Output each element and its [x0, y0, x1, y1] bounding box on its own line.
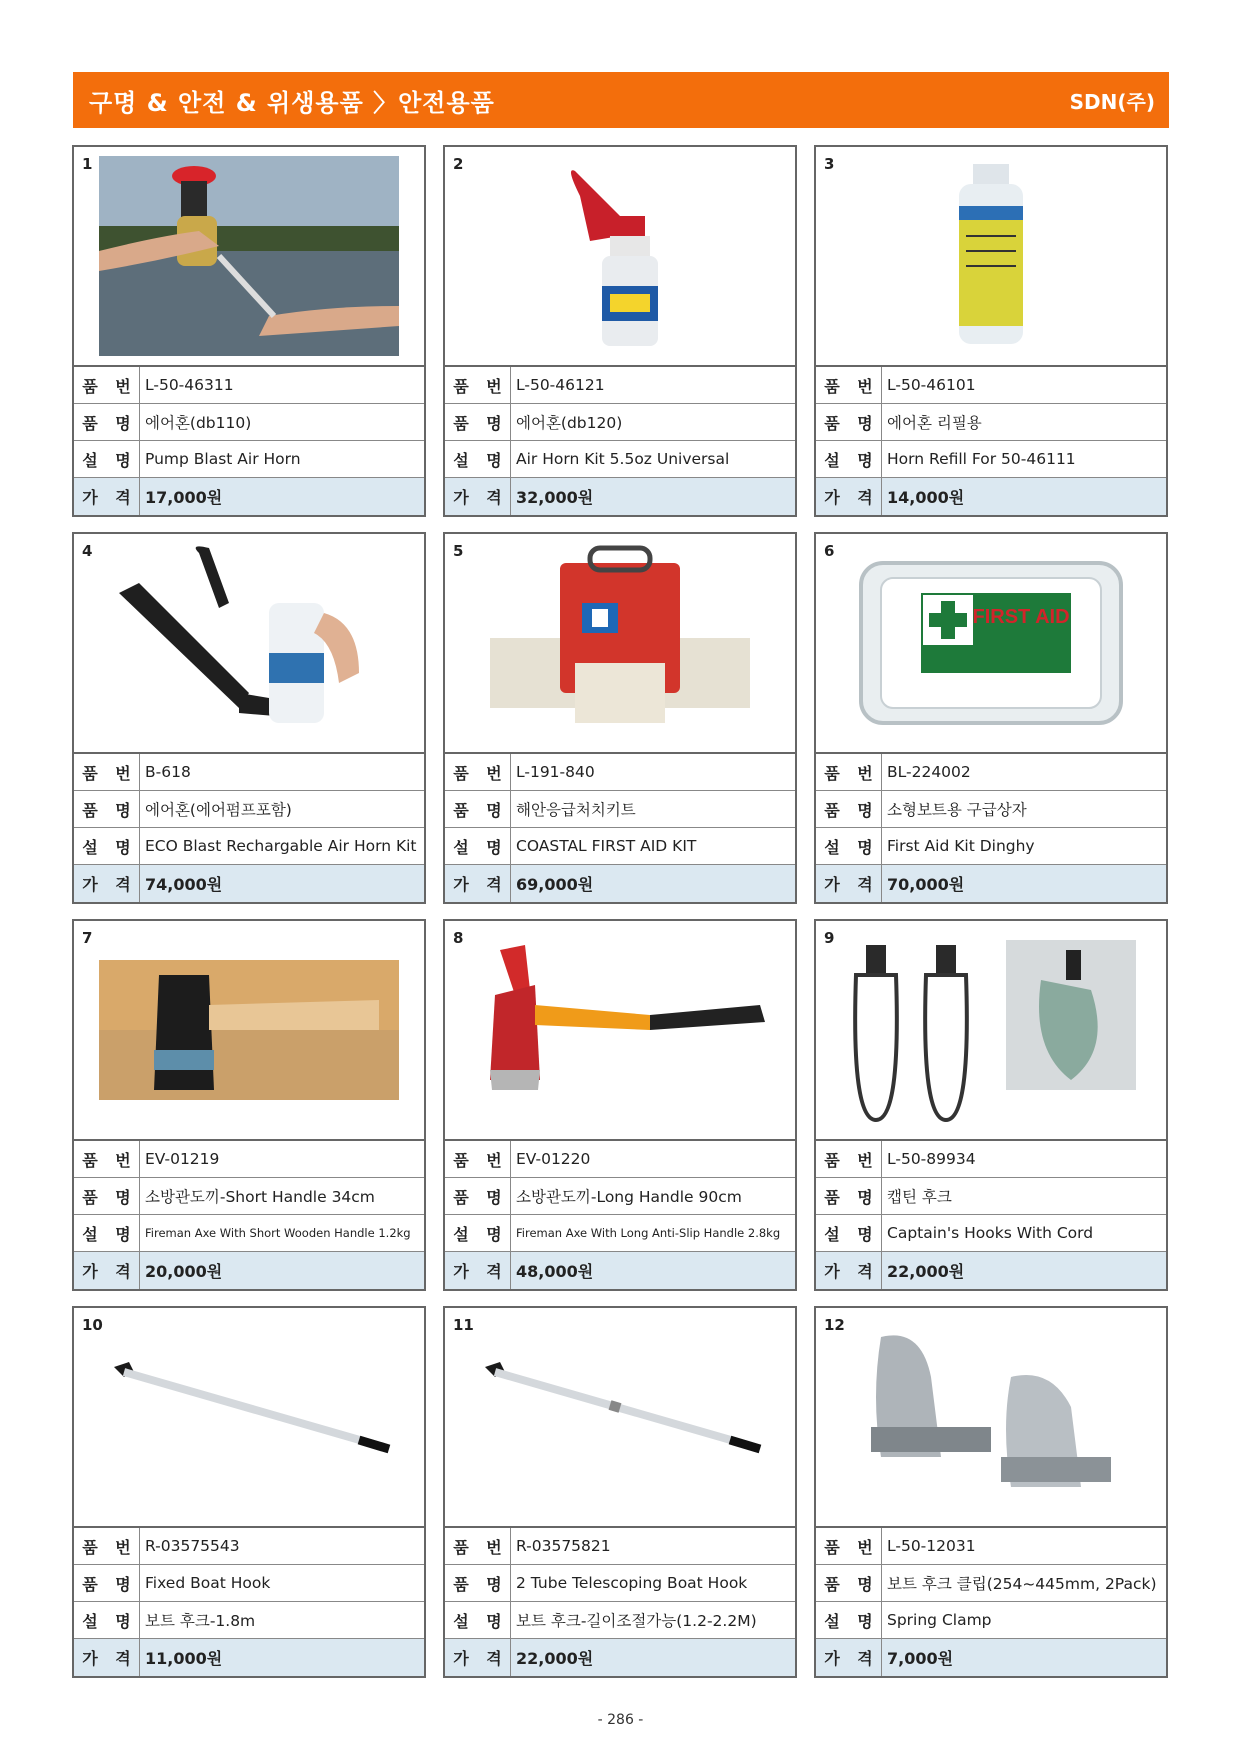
product-name-value: 보트 후크 클립(254~445mm, 2Pack): [887, 1575, 1157, 1593]
price-label: 가 격: [445, 1252, 511, 1289]
part-number-label: 품 번: [74, 367, 140, 403]
price-value: 20,000원: [145, 1262, 223, 1281]
product-image-area: [74, 147, 424, 367]
product-image-area: [74, 534, 424, 754]
product-number: 9: [824, 929, 835, 947]
air-horn-kit-photo[interactable]: [470, 156, 770, 356]
description-row: [74, 441, 424, 478]
product-name-row: [445, 1565, 795, 1602]
horn-refill-can-photo[interactable]: [841, 156, 1141, 356]
product-name-row: [74, 1565, 424, 1602]
product-name-row: [816, 1178, 1166, 1215]
product-card[interactable]: [72, 1306, 426, 1678]
product-name-value: 에어혼(db110): [145, 414, 252, 432]
price-row: [445, 865, 795, 902]
price-row: [74, 1252, 424, 1289]
description-row: [74, 828, 424, 865]
product-card[interactable]: [72, 532, 426, 904]
product-card[interactable]: [814, 1306, 1168, 1678]
product-name-label: 품 명: [816, 791, 882, 827]
product-name-label: 품 명: [816, 404, 882, 440]
product-number: 1: [82, 155, 93, 173]
product-name-label: 품 명: [74, 404, 140, 440]
product-card[interactable]: [72, 145, 426, 517]
product-image-area: [445, 1308, 795, 1528]
fixed-boat-hook-photo[interactable]: [99, 1317, 399, 1517]
description-label: 설 명: [816, 1602, 882, 1638]
product-grid: [72, 145, 1168, 1678]
part-number-row: [816, 754, 1166, 791]
part-number-label: 품 번: [816, 367, 882, 403]
description-value: Captain's Hooks With Cord: [887, 1224, 1094, 1242]
page-header: [73, 72, 1169, 128]
part-number-label: 품 번: [816, 754, 882, 790]
product-card[interactable]: [814, 145, 1168, 517]
product-number: 10: [82, 1316, 103, 1334]
price-label: 가 격: [816, 865, 882, 902]
description-label: 설 명: [816, 1215, 882, 1251]
description-row: [445, 1602, 795, 1639]
description-row: [816, 1602, 1166, 1639]
description-value: 보트 후크-1.8m: [145, 1612, 256, 1630]
product-name-value: 에어혼(db120): [516, 414, 623, 432]
part-number-label: 품 번: [816, 1141, 882, 1177]
coastal-first-aid-bag-photo[interactable]: [470, 543, 770, 743]
description-value: First Aid Kit Dinghy: [887, 837, 1035, 855]
product-number: 5: [453, 542, 464, 560]
product-image-area: [445, 921, 795, 1141]
product-name-label: 품 명: [74, 1565, 140, 1601]
part-number-value: EV-01220: [516, 1150, 591, 1168]
description-label: 설 명: [74, 828, 140, 864]
product-name-value: 에어혼(에어펌프포함): [145, 801, 292, 819]
price-value: 17,000원: [145, 488, 223, 507]
price-label: 가 격: [74, 1252, 140, 1289]
description-row: [445, 441, 795, 478]
product-number: 2: [453, 155, 464, 173]
description-label: 설 명: [816, 441, 882, 477]
part-number-value: EV-01219: [145, 1150, 220, 1168]
product-image-area: [816, 534, 1166, 754]
price-row: [816, 865, 1166, 902]
price-row: [445, 478, 795, 515]
product-number: 3: [824, 155, 835, 173]
product-name-label: 품 명: [445, 404, 511, 440]
product-card[interactable]: [443, 1306, 797, 1678]
product-number: 12: [824, 1316, 845, 1334]
price-label: 가 격: [74, 865, 140, 902]
price-row: [74, 1639, 424, 1676]
price-value: 32,000원: [516, 488, 594, 507]
part-number-value: B-618: [145, 763, 191, 781]
part-number-value: L-50-12031: [887, 1537, 976, 1555]
part-number-row: [445, 1141, 795, 1178]
price-value: 69,000원: [516, 875, 594, 894]
part-number-value: L-50-89934: [887, 1150, 976, 1168]
product-image-area: [816, 1308, 1166, 1528]
brand-name: SDN(주): [1069, 89, 1155, 114]
product-name-value: Fixed Boat Hook: [145, 1574, 271, 1592]
part-number-row: [816, 1528, 1166, 1565]
description-row: [74, 1215, 424, 1252]
price-value: 11,000원: [145, 1649, 223, 1668]
part-number-value: R-03575821: [516, 1537, 611, 1555]
price-row: [445, 1252, 795, 1289]
product-number: 4: [82, 542, 93, 560]
price-value: 7,000원: [887, 1649, 954, 1668]
description-value: Fireman Axe With Short Wooden Handle 1.2kg: [145, 1226, 411, 1240]
part-number-row: [74, 1141, 424, 1178]
part-number-row: [816, 367, 1166, 404]
price-label: 가 격: [445, 1639, 511, 1676]
description-label: 설 명: [816, 828, 882, 864]
price-value: 22,000원: [887, 1262, 965, 1281]
part-number-row: [74, 1528, 424, 1565]
description-value: Horn Refill For 50-46111: [887, 450, 1076, 468]
product-number: 11: [453, 1316, 474, 1334]
description-label: 설 명: [74, 441, 140, 477]
description-label: 설 명: [445, 441, 511, 477]
part-number-label: 품 번: [445, 1528, 511, 1564]
product-number: 6: [824, 542, 835, 560]
price-label: 가 격: [74, 478, 140, 515]
product-card[interactable]: [814, 532, 1168, 904]
description-row: [816, 441, 1166, 478]
price-value: 74,000원: [145, 875, 223, 894]
product-name-row: [445, 404, 795, 441]
product-name-label: 품 명: [445, 1565, 511, 1601]
product-name-row: [74, 1178, 424, 1215]
price-row: [445, 1639, 795, 1676]
product-name-value: 해안응급처치키트: [516, 801, 636, 819]
description-value: 보트 후크-길이조절가능(1.2-2.2M): [516, 1612, 757, 1630]
part-number-row: [816, 1141, 1166, 1178]
product-card[interactable]: [814, 919, 1168, 1291]
product-name-label: 품 명: [816, 1178, 882, 1214]
part-number-value: L-50-46121: [516, 376, 605, 394]
price-label: 가 격: [445, 865, 511, 902]
product-card[interactable]: [443, 919, 797, 1291]
price-label: 가 격: [445, 478, 511, 515]
product-number: 8: [453, 929, 464, 947]
part-number-value: R-03575543: [145, 1537, 240, 1555]
product-image-area: [445, 534, 795, 754]
description-label: 설 명: [445, 1602, 511, 1638]
description-value: Spring Clamp: [887, 1611, 992, 1629]
product-image-area: [445, 147, 795, 367]
price-value: 70,000원: [887, 875, 965, 894]
product-image-area: [816, 147, 1166, 367]
part-number-value: L-50-46311: [145, 376, 234, 394]
part-number-label: 품 번: [74, 754, 140, 790]
page-number: - 286 -: [597, 1712, 644, 1728]
description-row: [445, 828, 795, 865]
part-number-row: [445, 754, 795, 791]
price-value: 22,000원: [516, 1649, 594, 1668]
product-name-label: 품 명: [74, 791, 140, 827]
category-title: 구명 & 안전 & 위생용품 〉안전용품: [89, 88, 495, 117]
price-row: [816, 1639, 1166, 1676]
short-axe-photo[interactable]: [99, 930, 399, 1130]
description-value: COASTAL FIRST AID KIT: [516, 837, 697, 855]
price-row: [74, 865, 424, 902]
product-name-value: 소형보트용 구급상자: [887, 801, 1027, 819]
part-number-value: L-50-46101: [887, 376, 976, 394]
first-aid-box-photo[interactable]: [841, 543, 1141, 743]
price-label: 가 격: [816, 1252, 882, 1289]
product-image-area: [816, 921, 1166, 1141]
price-row: [74, 478, 424, 515]
long-axe-photo[interactable]: [470, 930, 770, 1130]
part-number-label: 품 번: [445, 754, 511, 790]
product-card[interactable]: [443, 145, 797, 517]
part-number-row: [445, 367, 795, 404]
description-label: 설 명: [445, 1215, 511, 1251]
description-label: 설 명: [74, 1602, 140, 1638]
product-card[interactable]: [443, 532, 797, 904]
description-value: Fireman Axe With Long Anti-Slip Handle 2.8kg: [516, 1226, 781, 1240]
pump-air-horn-photo[interactable]: [99, 156, 399, 356]
part-number-label: 품 번: [445, 1141, 511, 1177]
product-name-value: 2 Tube Telescoping Boat Hook: [516, 1574, 748, 1592]
spring-clamp-photo[interactable]: [841, 1317, 1141, 1517]
description-label: 설 명: [445, 828, 511, 864]
description-value: Pump Blast Air Horn: [145, 450, 301, 468]
eco-blast-horn-photo[interactable]: [99, 543, 399, 743]
part-number-row: [74, 367, 424, 404]
product-name-label: 품 명: [74, 1178, 140, 1214]
product-name-label: 품 명: [816, 1565, 882, 1601]
description-row: [816, 828, 1166, 865]
product-name-row: [445, 791, 795, 828]
price-label: 가 격: [816, 478, 882, 515]
part-number-value: BL-224002: [887, 763, 971, 781]
part-number-label: 품 번: [74, 1141, 140, 1177]
part-number-value: L-191-840: [516, 763, 595, 781]
telescoping-boat-hook-photo[interactable]: [470, 1317, 770, 1517]
product-name-value: 캡틴 후크: [887, 1188, 952, 1206]
product-name-row: [445, 1178, 795, 1215]
first-aid-box-text: FIRST AID: [972, 606, 1070, 628]
part-number-row: [74, 754, 424, 791]
product-name-value: 소방관도끼-Long Handle 90cm: [516, 1188, 742, 1206]
product-image-area: [74, 921, 424, 1141]
description-row: [74, 1602, 424, 1639]
part-number-label: 품 번: [74, 1528, 140, 1564]
price-label: 가 격: [816, 1639, 882, 1676]
description-row: [816, 1215, 1166, 1252]
description-label: 설 명: [74, 1215, 140, 1251]
product-name-value: 소방관도끼-Short Handle 34cm: [145, 1188, 375, 1206]
product-image-area: [74, 1308, 424, 1528]
price-row: [816, 1252, 1166, 1289]
product-name-label: 품 명: [445, 791, 511, 827]
part-number-label: 품 번: [445, 367, 511, 403]
captains-hooks-photo[interactable]: [841, 930, 1141, 1130]
product-name-row: [816, 404, 1166, 441]
part-number-label: 품 번: [816, 1528, 882, 1564]
description-value: Air Horn Kit 5.5oz Universal: [516, 450, 730, 468]
part-number-row: [445, 1528, 795, 1565]
price-label: 가 격: [74, 1639, 140, 1676]
product-name-value: 에어혼 리필용: [887, 414, 982, 432]
price-value: 48,000원: [516, 1262, 594, 1281]
description-value: ECO Blast Rechargable Air Horn Kit: [145, 837, 417, 855]
product-name-row: [816, 1565, 1166, 1602]
product-name-row: [74, 404, 424, 441]
product-card[interactable]: [72, 919, 426, 1291]
product-name-label: 품 명: [445, 1178, 511, 1214]
product-name-row: [816, 791, 1166, 828]
price-value: 14,000원: [887, 488, 965, 507]
product-number: 7: [82, 929, 93, 947]
description-row: [445, 1215, 795, 1252]
product-name-row: [74, 791, 424, 828]
price-row: [816, 478, 1166, 515]
